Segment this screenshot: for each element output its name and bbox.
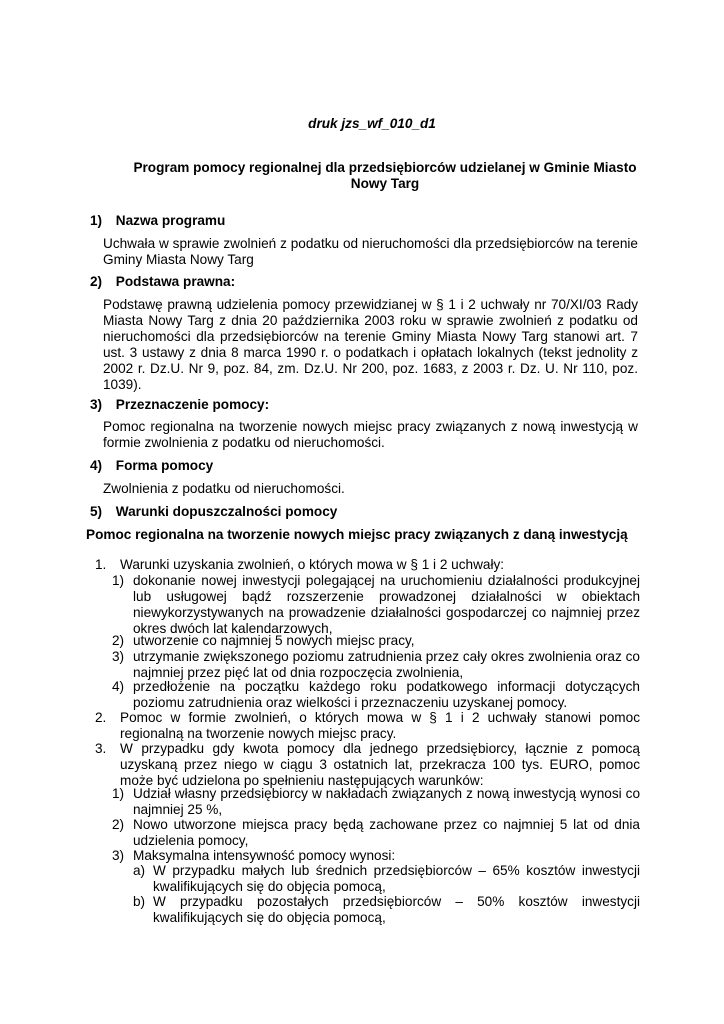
section-2-heading: [90, 274, 235, 290]
condition-3: [95, 741, 640, 789]
sub-number: 2): [112, 633, 125, 648]
condition-2: [95, 710, 640, 742]
sub-text: Nowo utworzone miejsca pracy będą zachowane przez co najmniej 5 lat od dnia udzielenia pomocy,: [133, 817, 640, 848]
sub-text: utworzenie co najmniej 5 nowych miejsc pracy,: [133, 633, 415, 648]
condition-text: W przypadku gdy kwota pomocy dla jednego przedsiębiorcy, łącznie z pomocą uzyskaną przez niego w ciągu 3 ostatnich lat, przekracza 100 tys. EURO, pomoc może być udzielona po spełnieniu następujących warunków:: [120, 741, 640, 788]
section-4-heading: [90, 458, 213, 474]
condition-text: Warunki uzyskania zwolnień, o których mowa w § 1 i 2 uchwały:: [120, 557, 505, 572]
conditions-subheading: Pomoc regionalna na tworzenie nowych miejsc pracy związanych z daną inwestycją: [86, 527, 628, 542]
sub-letter: b): [133, 894, 146, 909]
condition-1-sub-2: [112, 633, 640, 649]
section-title: Podstawa prawna:: [115, 274, 236, 289]
section-3-text: Pomoc regionalna na tworzenie nowych miejsc pracy związanych z nową inwestycją w formie zwolnienia z podatku od nieruchomości.: [103, 419, 638, 450]
section-title: Warunki dopuszczalności pomocy: [115, 504, 338, 519]
section-number: 1): [90, 213, 103, 228]
condition-3-sub-2: [112, 817, 640, 849]
condition-1-sub-4: [112, 679, 640, 711]
sub-text: Udział własny przedsiębiorcy w nakładach związanych z nową inwestycją wynosi co najmniej 25 %,: [133, 786, 640, 817]
sub-text: przedłożenie na początku każdego roku podatkowego informacji dotyczących poziomu zatrudnienia oraz wielkości i przeznaczeniu uzyskanej pomocy.: [133, 679, 640, 710]
title-line-1: Program pomocy regionalnej dla przedsiębiorców udzielanej w Gminie Miasto: [133, 160, 637, 175]
sub-letter: a): [133, 863, 146, 878]
section-number: 2): [90, 274, 103, 289]
condition-1-sub-1: [112, 573, 640, 637]
sub-text: Maksymalna intensywność pomocy wynosi:: [133, 848, 396, 863]
sub-number: 3): [112, 649, 125, 664]
section-3-heading: [90, 397, 269, 413]
sub-number: 4): [112, 679, 125, 694]
document-id: druk jzs_wf_010_d1: [308, 116, 436, 131]
section-4-text: Zwolnienia z podatku od nieruchomości.: [103, 481, 345, 496]
title-line-2: Nowy Targ: [350, 176, 420, 191]
section-number: 3): [90, 397, 103, 412]
condition-text: Pomoc w formie zwolnień, o których mowa w § 1 i 2 uchwały stanowi pomoc regionalną na tworzenie nowych miejsc pracy.: [120, 710, 640, 741]
condition-3-sub-1: [112, 786, 640, 818]
sub-number: 3): [112, 848, 125, 863]
sub-number: 1): [112, 786, 125, 801]
section-title: Forma pomocy: [115, 458, 214, 473]
condition-3-sub-3-b: [133, 894, 640, 926]
section-title: Nazwa programu: [115, 213, 226, 228]
condition-1-sub-3: [112, 649, 640, 681]
section-5-heading: [90, 504, 337, 520]
section-number: 5): [90, 504, 103, 519]
sub-text: W przypadku małych lub średnich przedsiębiorców – 65% kosztów inwestycji kwalifikujących się do objęcia pomocą,: [153, 863, 640, 894]
sub-number: 2): [112, 817, 125, 832]
sub-text: dokonanie nowej inwestycji polegającej na uruchomieniu działalności produkcyjnej lub usługowej bądź rozszerzenie prowadzonej działalności w obiektach niewykorzystywanych na prowadzenie działalności gospodarczej co najmniej przez okres dwóch lat kalendarzowych,: [133, 573, 640, 636]
section-2-text: Podstawę prawną udzielenia pomocy przewidzianej w § 1 i 2 uchwały nr 70/XI/03 Rady Miasta Nowy Targ z dnia 20 października 2003 roku w sprawie zwolnień z podatku od nieruchomości dla przedsiębiorców na terenie Gminy Miasta Nowy Targ stanowi art. 7 ust. 3 ustawy z dnia 8 marca 1990 r. o podatkach i opłatach lokalnych (tekst jednolity z 2002 r. Dz.U. Nr 9, poz. 84, zm. Dz.U. Nr 200, poz. 1683, z 2003 r. Dz. U. Nr 110, poz. 1039).: [103, 297, 638, 392]
document-title: [120, 160, 650, 192]
section-1-heading: [90, 213, 225, 229]
condition-1: [95, 557, 640, 573]
condition-number: 3.: [95, 741, 107, 756]
sub-text: W przypadku pozostałych przedsiębiorców – 50% kosztów inwestycji kwalifikujących się do objęcia pomocą,: [153, 894, 640, 925]
condition-3-sub-3: [112, 848, 640, 864]
section-number: 4): [90, 458, 103, 473]
condition-number: 1.: [95, 557, 107, 572]
section-1-text: Uchwała w sprawie zwolnień z podatku od nieruchomości dla przedsiębiorców na terenie Gminy Miasta Nowy Targ: [103, 236, 638, 267]
condition-number: 2.: [95, 710, 107, 725]
condition-3-sub-3-a: [133, 863, 640, 895]
sub-text: utrzymanie zwiększonego poziomu zatrudnienia przez cały okres zwolnienia oraz co najmniej przez pięć lat od dnia rozpoczęcia zwolnienia,: [133, 649, 640, 680]
section-title: Przeznaczenie pomocy:: [115, 397, 270, 412]
sub-number: 1): [112, 573, 125, 588]
